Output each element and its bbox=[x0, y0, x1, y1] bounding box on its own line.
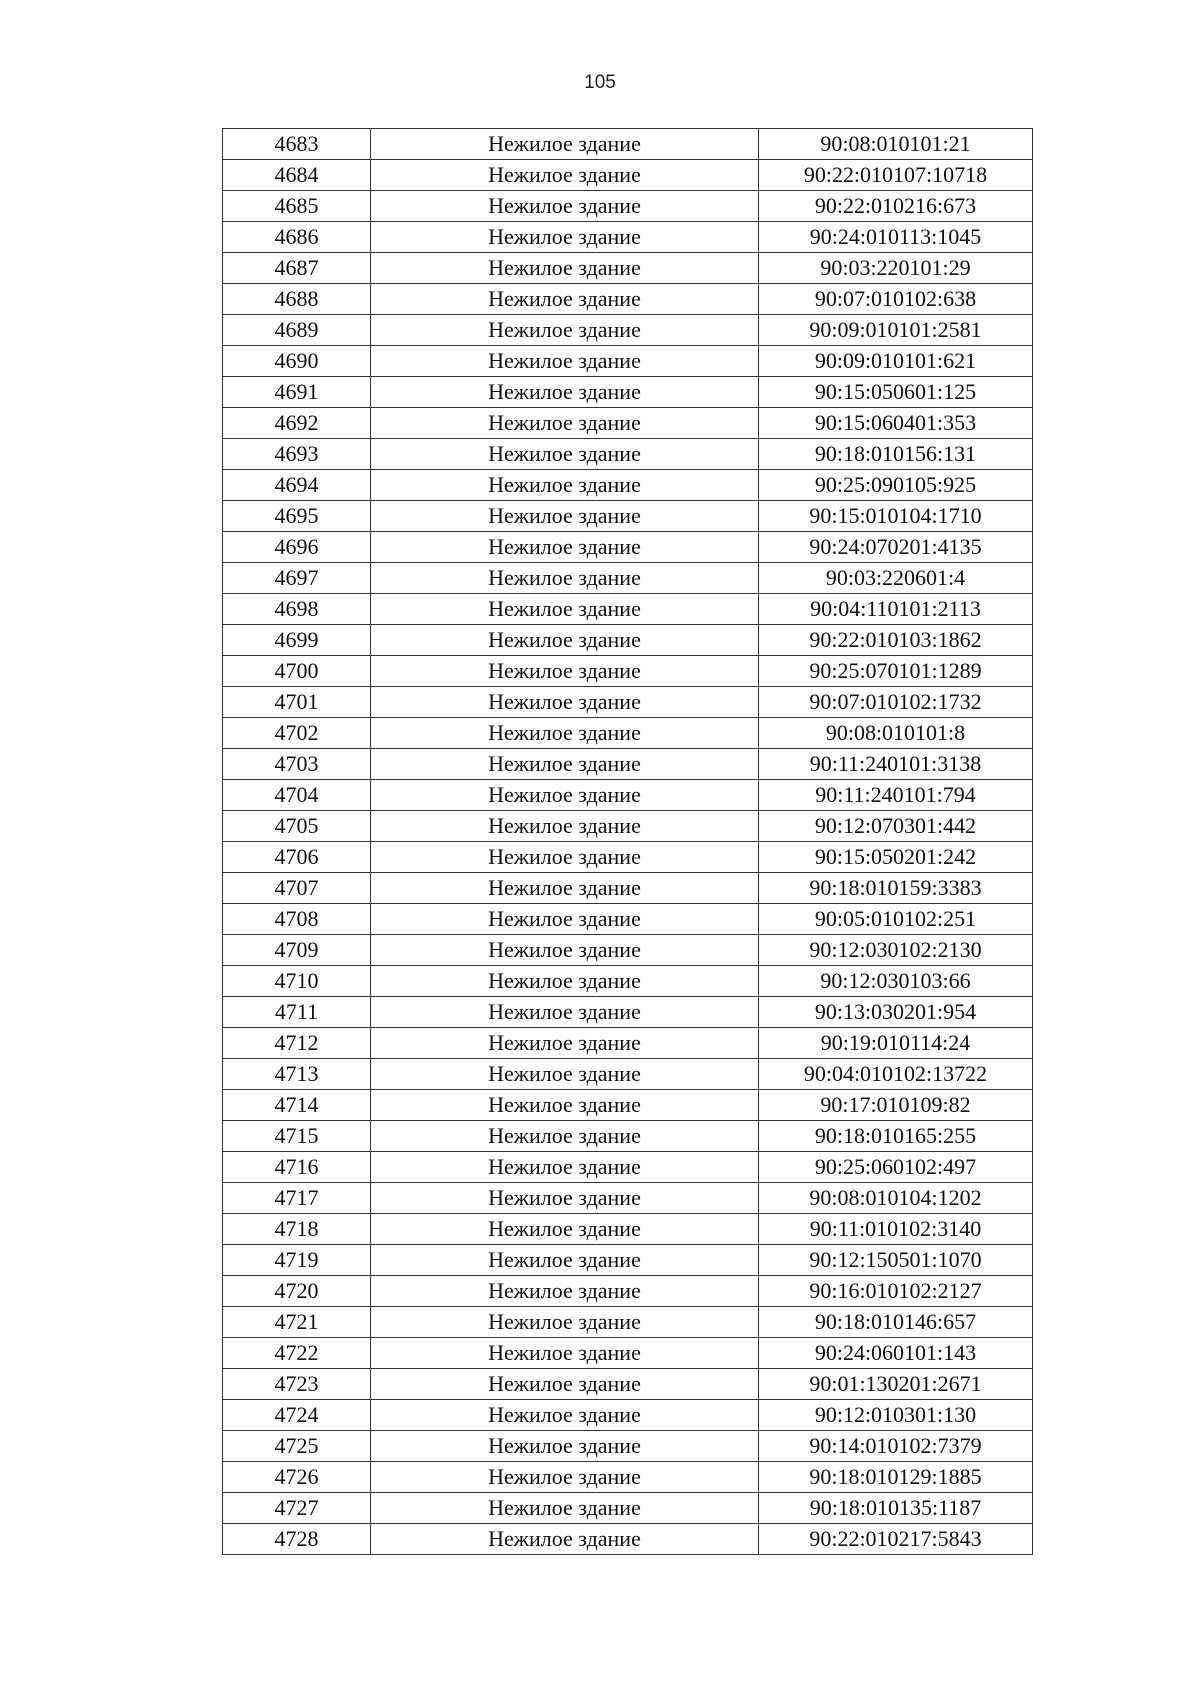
object-type-cell: Нежилое здание bbox=[371, 160, 759, 191]
cadastral-number-cell: 90:22:010103:1862 bbox=[759, 625, 1033, 656]
object-type-cell: Нежилое здание bbox=[371, 191, 759, 222]
cadastral-number-cell: 90:13:030201:954 bbox=[759, 997, 1033, 1028]
row-number-cell: 4700 bbox=[223, 656, 371, 687]
table-row bbox=[223, 1183, 1033, 1214]
row-number-cell: 4701 bbox=[223, 687, 371, 718]
table-row bbox=[223, 501, 1033, 532]
row-number-cell: 4716 bbox=[223, 1152, 371, 1183]
row-number-cell: 4728 bbox=[223, 1524, 371, 1555]
cadastral-number-cell: 90:15:010104:1710 bbox=[759, 501, 1033, 532]
cadastral-number-cell: 90:19:010114:24 bbox=[759, 1028, 1033, 1059]
row-number-cell: 4687 bbox=[223, 253, 371, 284]
table-row bbox=[223, 594, 1033, 625]
object-type-cell: Нежилое здание bbox=[371, 129, 759, 160]
cadastral-number-cell: 90:08:010101:8 bbox=[759, 718, 1033, 749]
cadastral-number-cell: 90:11:010102:3140 bbox=[759, 1214, 1033, 1245]
object-type-cell: Нежилое здание bbox=[371, 1276, 759, 1307]
cadastral-number-cell: 90:24:060101:143 bbox=[759, 1338, 1033, 1369]
row-number-cell: 4719 bbox=[223, 1245, 371, 1276]
row-number-cell: 4705 bbox=[223, 811, 371, 842]
cadastral-number-cell: 90:07:010102:638 bbox=[759, 284, 1033, 315]
table-row bbox=[223, 687, 1033, 718]
cadastral-number-cell: 90:25:070101:1289 bbox=[759, 656, 1033, 687]
cadastral-number-cell: 90:12:070301:442 bbox=[759, 811, 1033, 842]
row-number-cell: 4724 bbox=[223, 1400, 371, 1431]
object-type-cell: Нежилое здание bbox=[371, 811, 759, 842]
cadastral-number-cell: 90:07:010102:1732 bbox=[759, 687, 1033, 718]
object-type-cell: Нежилое здание bbox=[371, 377, 759, 408]
object-type-cell: Нежилое здание bbox=[371, 780, 759, 811]
object-type-cell: Нежилое здание bbox=[371, 1183, 759, 1214]
row-number-cell: 4709 bbox=[223, 935, 371, 966]
table-row bbox=[223, 1121, 1033, 1152]
row-number-cell: 4686 bbox=[223, 222, 371, 253]
row-number-cell: 4695 bbox=[223, 501, 371, 532]
cadastral-number-cell: 90:03:220101:29 bbox=[759, 253, 1033, 284]
object-type-cell: Нежилое здание bbox=[371, 501, 759, 532]
object-type-cell: Нежилое здание bbox=[371, 873, 759, 904]
object-type-cell: Нежилое здание bbox=[371, 408, 759, 439]
object-type-cell: Нежилое здание bbox=[371, 470, 759, 501]
cadastral-number-cell: 90:04:110101:2113 bbox=[759, 594, 1033, 625]
table-row bbox=[223, 625, 1033, 656]
table-row bbox=[223, 842, 1033, 873]
cadastral-number-cell: 90:22:010107:10718 bbox=[759, 160, 1033, 191]
table-row bbox=[223, 1276, 1033, 1307]
row-number-cell: 4702 bbox=[223, 718, 371, 749]
object-type-cell: Нежилое здание bbox=[371, 842, 759, 873]
page-number: 105 bbox=[584, 72, 616, 93]
table-row bbox=[223, 377, 1033, 408]
object-type-cell: Нежилое здание bbox=[371, 532, 759, 563]
cadastral-number-cell: 90:25:060102:497 bbox=[759, 1152, 1033, 1183]
object-type-cell: Нежилое здание bbox=[371, 1028, 759, 1059]
cadastral-number-cell: 90:15:060401:353 bbox=[759, 408, 1033, 439]
object-type-cell: Нежилое здание bbox=[371, 656, 759, 687]
registry-table bbox=[222, 128, 1033, 1555]
table-row bbox=[223, 408, 1033, 439]
row-number-cell: 4711 bbox=[223, 997, 371, 1028]
row-number-cell: 4726 bbox=[223, 1462, 371, 1493]
table-row bbox=[223, 129, 1033, 160]
object-type-cell: Нежилое здание bbox=[371, 594, 759, 625]
object-type-cell: Нежилое здание bbox=[371, 749, 759, 780]
cadastral-number-cell: 90:09:010101:2581 bbox=[759, 315, 1033, 346]
object-type-cell: Нежилое здание bbox=[371, 1338, 759, 1369]
cadastral-number-cell: 90:12:030102:2130 bbox=[759, 935, 1033, 966]
table-row bbox=[223, 284, 1033, 315]
table-row bbox=[223, 1338, 1033, 1369]
cadastral-number-cell: 90:15:050201:242 bbox=[759, 842, 1033, 873]
table-row bbox=[223, 780, 1033, 811]
row-number-cell: 4721 bbox=[223, 1307, 371, 1338]
table-row bbox=[223, 1214, 1033, 1245]
table-row bbox=[223, 1493, 1033, 1524]
row-number-cell: 4696 bbox=[223, 532, 371, 563]
cadastral-number-cell: 90:08:010104:1202 bbox=[759, 1183, 1033, 1214]
table-row bbox=[223, 1462, 1033, 1493]
row-number-cell: 4692 bbox=[223, 408, 371, 439]
object-type-cell: Нежилое здание bbox=[371, 1121, 759, 1152]
object-type-cell: Нежилое здание bbox=[371, 563, 759, 594]
object-type-cell: Нежилое здание bbox=[371, 1493, 759, 1524]
row-number-cell: 4713 bbox=[223, 1059, 371, 1090]
cadastral-number-cell: 90:08:010101:21 bbox=[759, 129, 1033, 160]
cadastral-number-cell: 90:17:010109:82 bbox=[759, 1090, 1033, 1121]
cadastral-number-cell: 90:24:010113:1045 bbox=[759, 222, 1033, 253]
row-number-cell: 4699 bbox=[223, 625, 371, 656]
cadastral-number-cell: 90:04:010102:13722 bbox=[759, 1059, 1033, 1090]
object-type-cell: Нежилое здание bbox=[371, 1090, 759, 1121]
table-row bbox=[223, 966, 1033, 997]
object-type-cell: Нежилое здание bbox=[371, 687, 759, 718]
object-type-cell: Нежилое здание bbox=[371, 222, 759, 253]
object-type-cell: Нежилое здание bbox=[371, 718, 759, 749]
cadastral-number-cell: 90:05:010102:251 bbox=[759, 904, 1033, 935]
cadastral-number-cell: 90:09:010101:621 bbox=[759, 346, 1033, 377]
cadastral-number-cell: 90:16:010102:2127 bbox=[759, 1276, 1033, 1307]
object-type-cell: Нежилое здание bbox=[371, 904, 759, 935]
row-number-cell: 4683 bbox=[223, 129, 371, 160]
table-row bbox=[223, 1245, 1033, 1276]
row-number-cell: 4698 bbox=[223, 594, 371, 625]
object-type-cell: Нежилое здание bbox=[371, 1307, 759, 1338]
cadastral-number-cell: 90:24:070201:4135 bbox=[759, 532, 1033, 563]
table-row bbox=[223, 532, 1033, 563]
table-row bbox=[223, 563, 1033, 594]
cadastral-number-cell: 90:01:130201:2671 bbox=[759, 1369, 1033, 1400]
row-number-cell: 4690 bbox=[223, 346, 371, 377]
table-body bbox=[223, 129, 1033, 1555]
cadastral-number-cell: 90:18:010146:657 bbox=[759, 1307, 1033, 1338]
table-row bbox=[223, 904, 1033, 935]
row-number-cell: 4689 bbox=[223, 315, 371, 346]
cadastral-number-cell: 90:11:240101:3138 bbox=[759, 749, 1033, 780]
table-row bbox=[223, 873, 1033, 904]
table-row bbox=[223, 160, 1033, 191]
table-row bbox=[223, 718, 1033, 749]
table-row bbox=[223, 811, 1033, 842]
cadastral-number-cell: 90:18:010135:1187 bbox=[759, 1493, 1033, 1524]
object-type-cell: Нежилое здание bbox=[371, 997, 759, 1028]
row-number-cell: 4725 bbox=[223, 1431, 371, 1462]
cadastral-number-cell: 90:18:010156:131 bbox=[759, 439, 1033, 470]
object-type-cell: Нежилое здание bbox=[371, 1369, 759, 1400]
object-type-cell: Нежилое здание bbox=[371, 1431, 759, 1462]
object-type-cell: Нежилое здание bbox=[371, 1059, 759, 1090]
table-row bbox=[223, 346, 1033, 377]
object-type-cell: Нежилое здание bbox=[371, 1524, 759, 1555]
cadastral-number-cell: 90:25:090105:925 bbox=[759, 470, 1033, 501]
row-number-cell: 4688 bbox=[223, 284, 371, 315]
object-type-cell: Нежилое здание bbox=[371, 439, 759, 470]
row-number-cell: 4693 bbox=[223, 439, 371, 470]
table-row bbox=[223, 1431, 1033, 1462]
row-number-cell: 4707 bbox=[223, 873, 371, 904]
object-type-cell: Нежилое здание bbox=[371, 253, 759, 284]
row-number-cell: 4704 bbox=[223, 780, 371, 811]
row-number-cell: 4718 bbox=[223, 1214, 371, 1245]
table-row bbox=[223, 315, 1033, 346]
table-row bbox=[223, 222, 1033, 253]
cadastral-number-cell: 90:18:010129:1885 bbox=[759, 1462, 1033, 1493]
cadastral-number-cell: 90:18:010159:3383 bbox=[759, 873, 1033, 904]
row-number-cell: 4717 bbox=[223, 1183, 371, 1214]
cadastral-number-cell: 90:15:050601:125 bbox=[759, 377, 1033, 408]
table-row bbox=[223, 1524, 1033, 1555]
cadastral-number-cell: 90:18:010165:255 bbox=[759, 1121, 1033, 1152]
table-row bbox=[223, 1152, 1033, 1183]
row-number-cell: 4685 bbox=[223, 191, 371, 222]
table-row bbox=[223, 997, 1033, 1028]
table-row bbox=[223, 1400, 1033, 1431]
cadastral-number-cell: 90:12:150501:1070 bbox=[759, 1245, 1033, 1276]
row-number-cell: 4720 bbox=[223, 1276, 371, 1307]
table-row bbox=[223, 191, 1033, 222]
object-type-cell: Нежилое здание bbox=[371, 1462, 759, 1493]
row-number-cell: 4691 bbox=[223, 377, 371, 408]
row-number-cell: 4715 bbox=[223, 1121, 371, 1152]
table-row bbox=[223, 749, 1033, 780]
object-type-cell: Нежилое здание bbox=[371, 346, 759, 377]
table-row bbox=[223, 1307, 1033, 1338]
object-type-cell: Нежилое здание bbox=[371, 315, 759, 346]
object-type-cell: Нежилое здание bbox=[371, 284, 759, 315]
table-row bbox=[223, 1090, 1033, 1121]
row-number-cell: 4710 bbox=[223, 966, 371, 997]
object-type-cell: Нежилое здание bbox=[371, 1400, 759, 1431]
object-type-cell: Нежилое здание bbox=[371, 1152, 759, 1183]
object-type-cell: Нежилое здание bbox=[371, 1214, 759, 1245]
row-number-cell: 4684 bbox=[223, 160, 371, 191]
object-type-cell: Нежилое здание bbox=[371, 935, 759, 966]
row-number-cell: 4706 bbox=[223, 842, 371, 873]
table-row bbox=[223, 656, 1033, 687]
cadastral-number-cell: 90:12:030103:66 bbox=[759, 966, 1033, 997]
cadastral-number-cell: 90:22:010216:673 bbox=[759, 191, 1033, 222]
row-number-cell: 4697 bbox=[223, 563, 371, 594]
row-number-cell: 4722 bbox=[223, 1338, 371, 1369]
object-type-cell: Нежилое здание bbox=[371, 966, 759, 997]
cadastral-number-cell: 90:03:220601:4 bbox=[759, 563, 1033, 594]
object-type-cell: Нежилое здание bbox=[371, 625, 759, 656]
cadastral-number-cell: 90:12:010301:130 bbox=[759, 1400, 1033, 1431]
cadastral-number-cell: 90:22:010217:5843 bbox=[759, 1524, 1033, 1555]
row-number-cell: 4727 bbox=[223, 1493, 371, 1524]
row-number-cell: 4694 bbox=[223, 470, 371, 501]
object-type-cell: Нежилое здание bbox=[371, 1245, 759, 1276]
row-number-cell: 4714 bbox=[223, 1090, 371, 1121]
cadastral-number-cell: 90:14:010102:7379 bbox=[759, 1431, 1033, 1462]
row-number-cell: 4712 bbox=[223, 1028, 371, 1059]
table-row bbox=[223, 1059, 1033, 1090]
row-number-cell: 4703 bbox=[223, 749, 371, 780]
table-row bbox=[223, 935, 1033, 966]
table-row bbox=[223, 1369, 1033, 1400]
cadastral-number-cell: 90:11:240101:794 bbox=[759, 780, 1033, 811]
table-row bbox=[223, 439, 1033, 470]
table-row bbox=[223, 470, 1033, 501]
row-number-cell: 4723 bbox=[223, 1369, 371, 1400]
table-row bbox=[223, 253, 1033, 284]
table-row bbox=[223, 1028, 1033, 1059]
row-number-cell: 4708 bbox=[223, 904, 371, 935]
